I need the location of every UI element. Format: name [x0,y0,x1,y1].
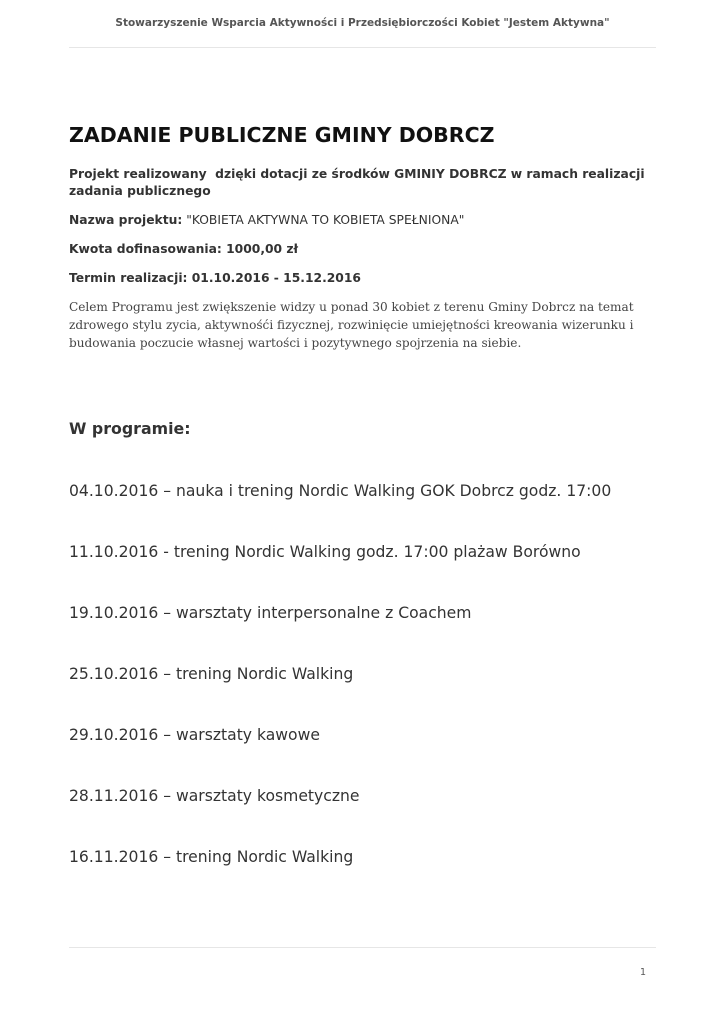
program-item: 29.10.2016 – warsztaty kawowe [69,726,320,744]
period-text: Termin realizacji: 01.10.2016 - 15.12.2016 [69,271,361,285]
project-name-value: "KOBIETA AKTYWNA TO KOBIETA SPEŁNIONA" [182,213,465,227]
funding-line [69,241,659,258]
period-line [69,270,659,287]
article-title: ZADANIE PUBLICZNE GMINY DOBRCZ [69,123,495,147]
program-item: 19.10.2016 – warsztaty interpersonalne z Coachem [69,604,472,622]
article-body [69,120,659,352]
article-lead: Projekt realizowany dzięki dotacji ze środków GMINIY DOBRCZ w ramach realizacji zadania publicznego [69,167,649,198]
funding-text: Kwota dofinasowania: 1000,00 zł [69,242,299,256]
program-heading: W programie: [69,419,191,438]
program-list [69,480,669,907]
project-name-label: Nazwa projektu: [69,213,183,227]
program-item: 25.10.2016 – trening Nordic Walking [69,665,354,683]
program-item: 28.11.2016 – warsztaty kosmetyczne [69,787,360,805]
header-divider [69,47,656,48]
article-description: Celem Programu jest zwiększenie widzy u ponad 30 kobiet z terenu Gminy Dobrcz na temat zdrowego stylu zycia, aktywnośći fizycznej, rozwinięcie umiejętności kreowania wizerunku i budowania poczucie własnej wartości i pozytywnego spojrzenia na siebie. [69,300,634,350]
page-number: 1 [639,967,647,978]
project-name-line [69,212,659,229]
program-item: 16.11.2016 – trening Nordic Walking [69,848,354,866]
program-item: 11.10.2016 - trening Nordic Walking godz. 17:00 plażaw Borówno [69,543,581,561]
page-header-org-name: Stowarzyszenie Wsparcia Aktywności i Przedsiębiorczości Kobiet "Jestem Aktywna" [115,17,610,29]
program-item: 04.10.2016 – nauka i trening Nordic Walking GOK Dobrcz godz. 17:00 [69,482,612,500]
footer-divider [69,947,656,948]
